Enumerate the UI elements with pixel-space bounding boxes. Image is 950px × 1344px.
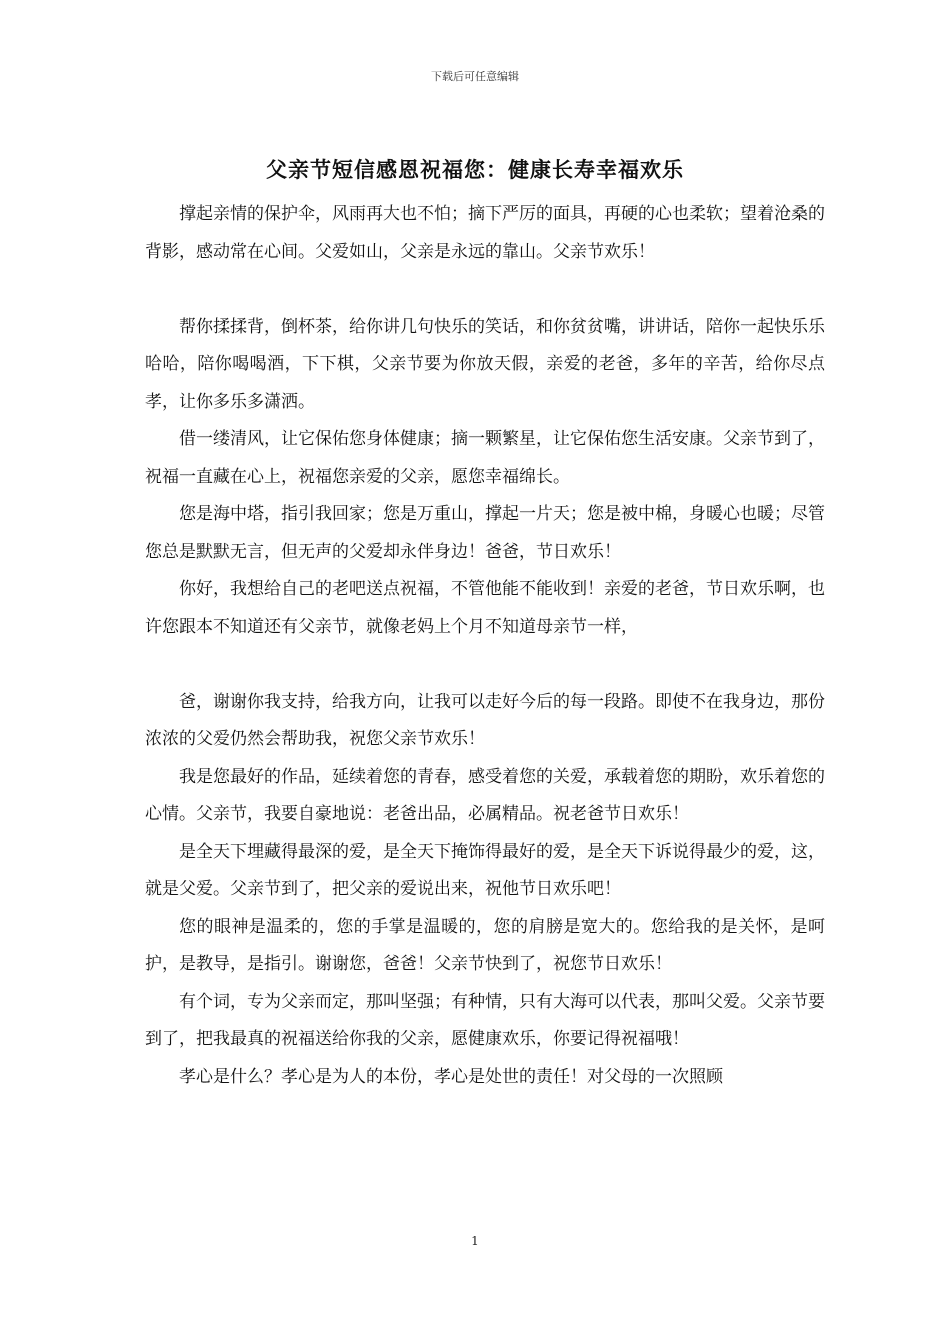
paragraph: 您的眼神是温柔的，您的手掌是温暖的，您的肩膀是宽大的。您给我的是关怀，是呵护，是教导，是指引。谢谢您，爸爸！父亲节快到了，祝您节日欢乐！ <box>145 916 825 974</box>
paragraph: 你好，我想给自己的老吧送点祝福，不管他能不能收到！亲爱的老爸，节日欢乐啊，也许您跟本不知道还有父亲节，就像老妈上个月不知道母亲节一样， <box>145 579 825 637</box>
paragraph: 撑起亲情的保护伞，风雨再大也不怕；摘下严厉的面具，再硬的心也柔软；望着沧桑的背影，感动常在心间。父爱如山，父亲是永远的靠山。父亲节欢乐！ <box>145 204 825 262</box>
document-title: 父亲节短信感恩祝福您：健康长寿幸福欢乐 <box>266 157 684 182</box>
page-header: 下载后可任意编辑 <box>431 70 519 83</box>
paragraph: 帮你揉揉背，倒杯茶，给你讲几句快乐的笑话，和你贫贫嘴，讲讲话，陪你一起快乐乐哈哈，陪你喝喝酒，下下棋，父亲节要为你放天假，亲爱的老爸，多年的辛苦，给你尽点孝，让你多乐多潇洒。 <box>145 316 825 412</box>
paragraph: 孝心是什么？孝心是为人的本份，孝心是处世的责任！对父母的一次照顾 <box>179 1066 723 1087</box>
paragraph: 我是您最好的作品，延续着您的青春，感受着您的关爱，承载着您的期盼，欢乐着您的心情。父亲节，我要自豪地说：老爸出品，必属精品。祝老爸节日欢乐！ <box>145 766 825 824</box>
paragraph: 爸，谢谢你我支持，给我方向，让我可以走好今后的每一段路。即使不在我身边，那份浓浓的父爱仍然会帮助我，祝您父亲节欢乐！ <box>145 691 825 749</box>
paragraph-gap <box>145 271 825 309</box>
paragraph-gap <box>145 646 825 684</box>
paragraph: 借一缕清风，让它保佑您身体健康；摘一颗繁星，让它保佑您生活安康。父亲节到了，祝福一直藏在心上，祝福您亲爱的父亲，愿您幸福绵长。 <box>145 429 825 487</box>
paragraph: 是全天下埋藏得最深的爱，是全天下掩饰得最好的爱，是全天下诉说得最少的爱，这，就是父爱。父亲节到了，把父亲的爱说出来，祝他节日欢乐吧！ <box>145 841 825 899</box>
paragraph: 有个词，专为父亲而定，那叫坚强；有种情，只有大海可以代表，那叫父爱。父亲节要到了，把我最真的祝福送给你我的父亲，愿健康欢乐，你要记得祝福哦！ <box>145 991 825 1049</box>
page-number: 1 <box>471 1234 479 1248</box>
paragraph: 您是海中塔，指引我回家；您是万重山，撑起一片天；您是被中棉，身暖心也暖；尽管您总是默默无言，但无声的父爱却永伴身边！爸爸，节日欢乐！ <box>145 504 825 562</box>
document-body <box>145 196 825 1096</box>
